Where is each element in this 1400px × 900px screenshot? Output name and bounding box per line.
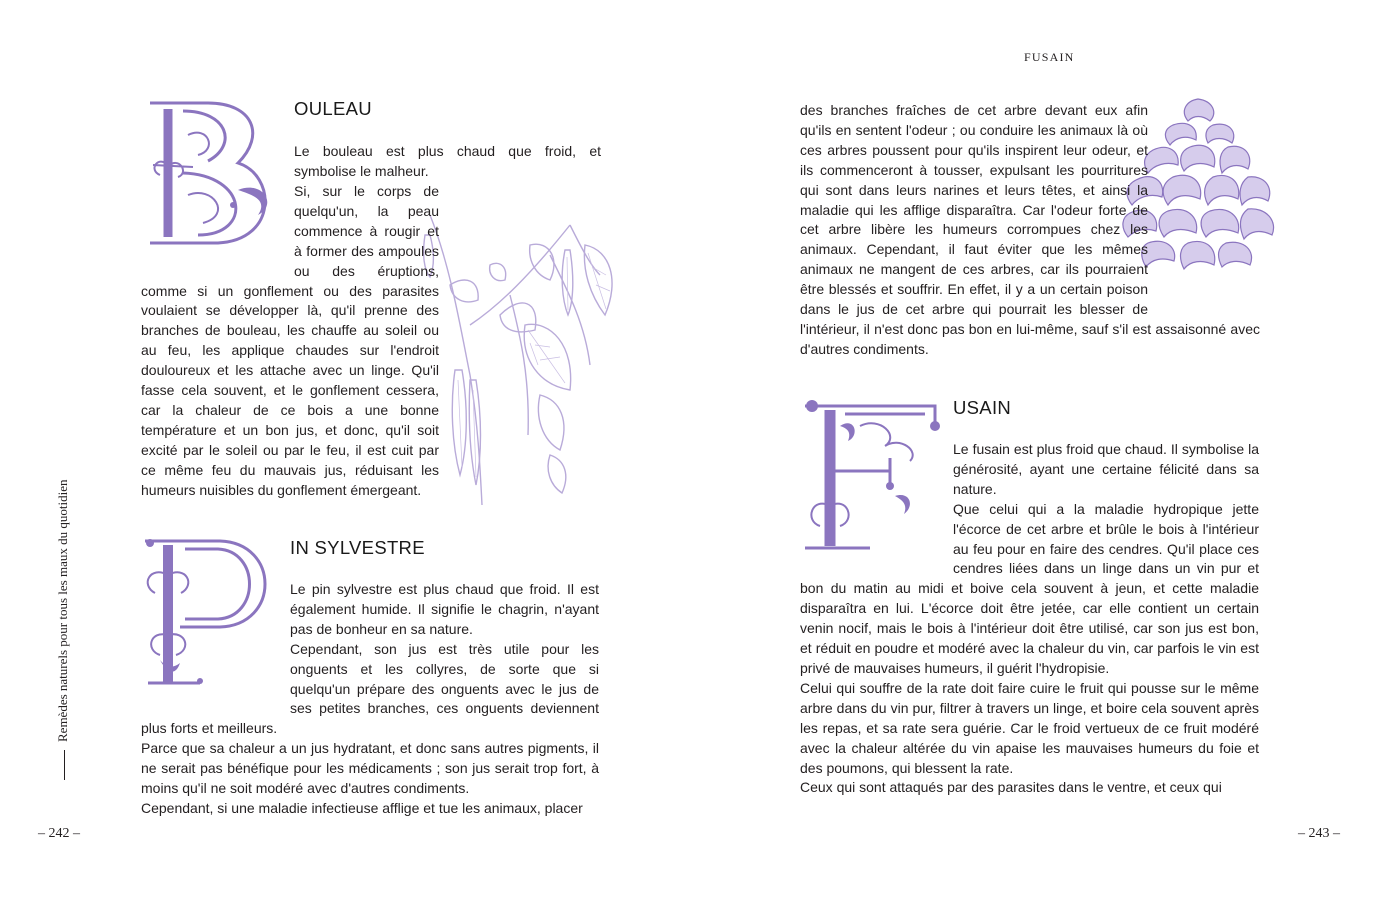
pinecone-wrap-spacer: [1148, 101, 1260, 301]
bouleau-p1: Le bouleau est plus chaud que froid, et symbolise le malheur.: [294, 143, 601, 179]
fusain-title: USAIN: [953, 397, 1012, 418]
folio-left: – 242 –: [38, 826, 80, 841]
fusain-body: [800, 440, 1259, 798]
pin-p4: Cependant, si une maladie infectieuse afflige et tue les animaux, placer: [141, 799, 583, 816]
side-title-rule: [64, 750, 65, 780]
continuation-block: [800, 101, 1260, 360]
bouleau-p2: [141, 182, 439, 501]
fusain-wrap-spacer: [800, 440, 953, 560]
fusain-p1: [800, 440, 1259, 500]
fusain-p3: Celui qui souffre de la rate doit faire cuire le fruit qui pousse sur le même arbre dans du vin pur, filtrer à travers un linge, et boire cela souvent après les repas, et sa rate sera guérie. Car le froid vertueux de ce fruit modéré avec la chaleur altérée du vin apaise les mauvaises humeurs du foie et des poumons, qui blessent la rate.: [800, 679, 1259, 776]
pin-title: IN SYLVESTRE: [290, 537, 425, 558]
pin-p2-text: Cependant, son jus est très utile pour les onguents et les collyres, de sorte que si quelqu'un prépare des onguents avec le jus de ses petites branches, ces onguents deviennent plus forts et meilleurs.: [141, 640, 599, 737]
continuation-text-content: des branches fraîches de cet arbre devant eux afin qu'ils en sentent l'odeur ; ou conduire les animaux là où ces arbres poussent pour qu'ils inspirent leur odeur, et ils commenceront à tousser, expulsant les pourritures qui sont dans leurs narines et leurs têtes, et ainsi la maladie qui les afflige disparaîtra. Car l'odeur forte de cet arbre libère les humeurs corrompues chez les animaux. Cependant, il faut éviter que les mêmes animaux ne mangent de ces arbres, car ils pourraient être blessés et souffrir. En effet, il y a un certain poison dans le jus de cet arbre qui pourrait les blesser de l'intérieur, il n'est donc pas bon en lui-même, sauf s'il est assaisonné avec d'autres condiments.: [800, 102, 1260, 357]
bouleau-p2-block: [141, 182, 439, 501]
pin-p1: [141, 580, 599, 640]
continuation-text: [800, 101, 1260, 360]
running-head: FUSAIN: [1024, 50, 1075, 64]
right-page: [700, 0, 1400, 900]
pin-wrap-spacer: [141, 580, 290, 700]
fusain-p4: Ceux qui sont attaqués par des parasites dans le ventre, et ceux qui: [800, 779, 1222, 796]
pin-body: [141, 580, 599, 819]
bouleau-p2-text: Si, sur le corps de quelqu'un, la peau commence à rougir et à former des ampoules ou des éruptions, comme si un gonflement ou des parasites voulaient se développer là, qu'il prenne des branches de bouleau, les chauffe au soleil ou au feu, les applique chaudes sur l'endroit douloureux et les attache avec un linge. Qu'il fasse cela souvent, et le gonflement cessera, car la chaleur de ce bois a une bonne température et un bon jus, et donc, qu'il soit excité par le soleil ou par le feu, il est cuit par ce même feu du mauvais jus, réduisant les humeurs nuisibles du gonflement émergeant.: [141, 183, 439, 498]
birch-branch-illustration: [410, 205, 625, 515]
pin-p1-text: Le pin sylvestre est plus chaud que froid. Il est également humide. Il signifie le chagrin, n'ayant pas de bonheur en sa nature.: [290, 581, 599, 637]
bouleau-body: [141, 142, 601, 182]
side-title-text: Remèdes naturels pour tous les maux du quotidien: [55, 479, 70, 742]
fusain-p2: Que celui qui a la maladie hydropique jette l'écorce de cet arbre et brûle le bois à l'intérieur au feu pour en faire des cendres. Qu'il place ces cendres liées dans un linge dans un vin pur et bon du matin au midi et boive cela souvent à jeun, et cette maladie disparaîtra en lui. L'écorce doit être jetée, car elle contient un certain venin nocif, mais le bois à l'intérieur doit être utilisé, car son jus est bon, et réduit en poudre et modéré avec la chaleur du vin, car parfois le vin est privé de mauvaises humeurs, il guérit l'hydropisie.: [800, 500, 1259, 676]
fusain-p1-text: Le fusain est plus froid que chaud. Il symbolise la générosité, ayant une certaine félicité dans sa nature.: [953, 441, 1259, 497]
pin-p3: Parce que sa chaleur a un jus hydratant, et donc sans autres pigments, il ne serait pas bénéfique pour les médicaments ; son jus serait trop fort, à moins qu'il ne soit modéré avec d'autres condiments.: [141, 740, 599, 797]
side-book-title: [55, 480, 71, 780]
folio-right: – 243 –: [1298, 826, 1340, 841]
bouleau-title: OULEAU: [294, 98, 372, 119]
bouleau-wrap-spacer: [141, 182, 294, 262]
